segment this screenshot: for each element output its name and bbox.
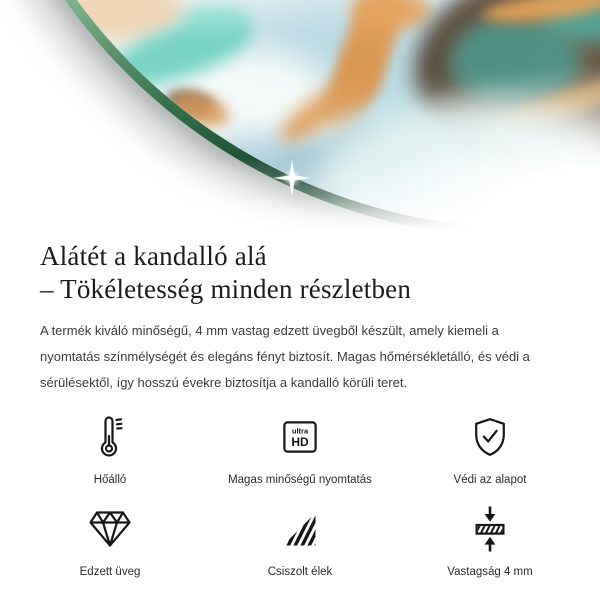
svg-text:HD: HD [291, 435, 309, 449]
feature-label: Magas minőségű nyomtatás [228, 474, 372, 486]
feature-label: Védi az alapot [453, 474, 527, 486]
feature-grid [0, 410, 600, 578]
diamond-icon [88, 502, 132, 556]
feature-polished-edges [205, 502, 395, 578]
svg-text:ultra: ultra [291, 426, 309, 436]
feature-print-quality [205, 410, 395, 486]
product-photo [0, 0, 600, 238]
feature-thickness [395, 502, 585, 578]
feature-tempered-glass [15, 502, 205, 578]
page-title [40, 238, 560, 306]
feature-label: Csiszolt élek [267, 566, 333, 578]
thickness-icon [475, 502, 505, 556]
feature-label: Hőálló [93, 474, 127, 486]
feature-label: Vastagság 4 mm [447, 566, 533, 578]
feature-protects-base [395, 410, 585, 486]
photo-fade-overlay [0, 0, 600, 238]
feature-label: Edzett üveg [79, 566, 141, 578]
ultra-hd-icon [283, 410, 317, 464]
page-title-line1: Alátét a kandalló alá [40, 241, 267, 271]
page-title-line2: – Tökéletesség minden részletben [40, 274, 412, 304]
product-description: A termék kiváló minőségű, 4 mm vastag edzett üvegből készült, amely kiemeli a nyomtatás színmélységét és elegáns fényt biztosít. Magas hőmérsékletálló, és védi a sérülésektől, így hosszú évekre biztosítja a kandalló körüli teret. [40, 323, 530, 390]
thermometer-icon [97, 410, 123, 464]
polished-edges-icon [282, 502, 318, 556]
shield-check-icon [472, 410, 508, 464]
feature-heat-resistant [15, 410, 205, 486]
